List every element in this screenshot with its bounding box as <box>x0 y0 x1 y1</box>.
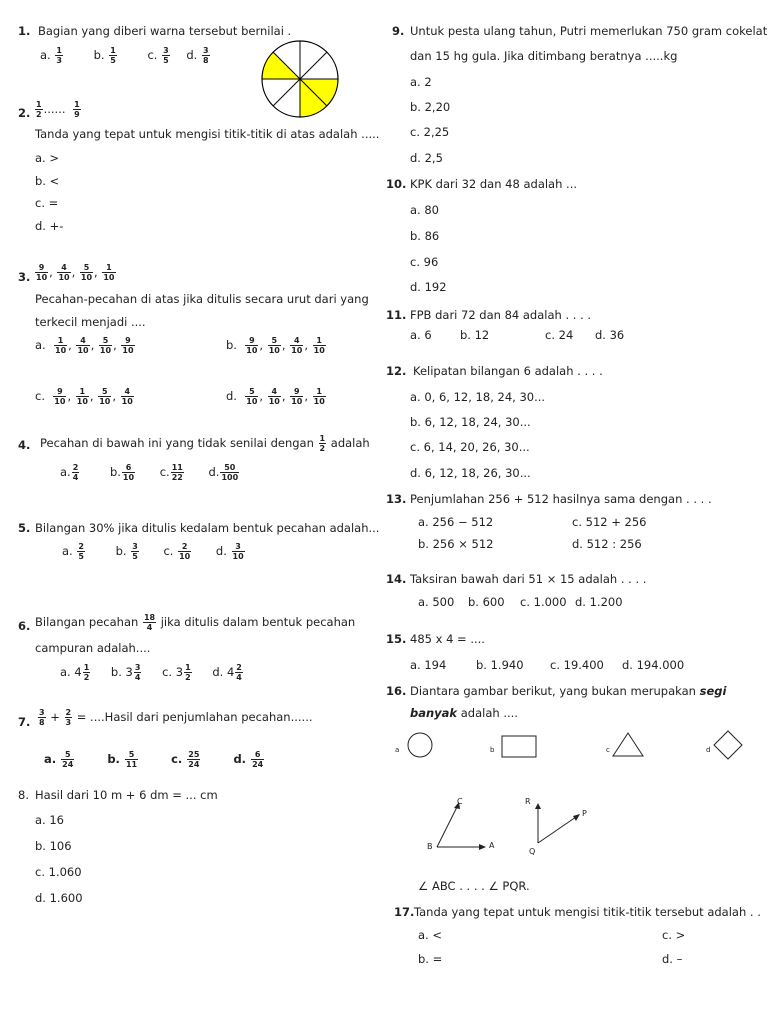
q2-option-a[interactable]: a. > <box>35 151 59 165</box>
q3-text-line1: Pecahan-pecahan di atas jika ditulis secara urut dari yang <box>35 292 369 306</box>
q8-option-c[interactable]: c. 1.060 <box>35 865 82 879</box>
q7-option-a[interactable]: a. $\frac{5}{24}$ <box>44 750 74 769</box>
q1-option-d[interactable]: d. $\frac{3}{8}$ <box>186 46 209 65</box>
q17-option-b[interactable]: b. = <box>418 952 443 966</box>
q14-option-d[interactable]: d. 1.200 <box>575 595 623 609</box>
q12-text: Kelipatan bilangan 6 adalah . . . . <box>413 364 603 378</box>
q5-number: 5. <box>18 521 31 535</box>
q14-number: 14. <box>386 572 407 586</box>
q15-option-d[interactable]: d. 194.000 <box>622 658 685 672</box>
q4-option-d[interactable]: d. $\frac{50}{100}$ <box>208 463 239 482</box>
q1-number: 1. <box>18 24 31 38</box>
circle-fraction-figure <box>258 37 342 121</box>
q5-option-c[interactable]: c. $\frac{2}{10}$ <box>163 542 191 561</box>
q5-option-b[interactable]: b. $\frac{3}{5}$ <box>115 542 138 561</box>
shape-label-d: d <box>706 746 711 754</box>
q13-text: Penjumlahan 256 + 512 hasilnya sama dengan . . . . <box>410 492 712 506</box>
q15-text: 485 x 4 = .... <box>410 632 485 646</box>
q12-number: 12. <box>386 364 407 378</box>
q15-option-a[interactable]: a. 194 <box>410 658 447 672</box>
q13-number: 13. <box>386 492 407 506</box>
shape-label-b: b <box>490 746 495 754</box>
q9-option-c[interactable]: c. 2,25 <box>410 125 450 139</box>
q6-options <box>60 663 244 682</box>
q1-option-b[interactable]: b. $\frac{1}{5}$ <box>93 46 116 65</box>
ray-bc <box>437 805 458 847</box>
label-c: C <box>457 797 463 806</box>
q9-text-line1: Untuk pesta ulang tahun, Putri memerlukan 750 gram cokelat <box>410 24 768 38</box>
q15-option-b[interactable]: b. 1.940 <box>476 658 524 672</box>
q3-option-a[interactable]: a. $\frac{1}{10}$ , $\frac{4}{10}$ , $\frac{5}{10}$ , $\frac{9}{10}$ <box>35 336 134 355</box>
q9-option-a[interactable]: a. 2 <box>410 75 432 89</box>
q4-options <box>60 463 240 482</box>
q6-option-a[interactable]: a. 4 $\frac{1}{2}$ <box>60 663 90 682</box>
q1-option-a[interactable]: a. $\frac{1}{3}$ <box>40 46 62 65</box>
q7-option-d[interactable]: d. $\frac{6}{24}$ <box>233 750 264 769</box>
q13-option-c[interactable]: c. 512 + 256 <box>572 515 647 529</box>
q11-number: 11. <box>386 308 407 322</box>
label-q: Q <box>529 847 536 856</box>
arrowhead-r <box>535 803 541 809</box>
q5-option-d[interactable]: d. $\frac{3}{10}$ <box>215 542 244 561</box>
arrowhead-p <box>573 814 580 821</box>
triangle-shape[interactable] <box>612 732 644 758</box>
q14-option-a[interactable]: a. 500 <box>418 595 455 609</box>
label-b: B <box>427 842 433 851</box>
q7-number: 7. <box>18 715 31 729</box>
q11-option-d[interactable]: d. 36 <box>595 328 625 342</box>
q13-option-a[interactable]: a. 256 − 512 <box>418 515 494 529</box>
q5-text: Bilangan 30% jika ditulis kedalam bentuk pecahan adalah... <box>35 521 380 535</box>
q2-option-b[interactable]: b. < <box>35 174 60 188</box>
q1-options <box>40 46 211 65</box>
q4-text: Pecahan di bawah ini yang tidak senilai dengan $\frac{1}{2}$ adalah <box>40 434 370 453</box>
q17-option-c[interactable]: c. > <box>662 928 686 942</box>
arrowhead-a <box>479 844 486 850</box>
q3-number: 3. <box>18 270 31 284</box>
q3-option-c[interactable]: c. $\frac{9}{10}$ , $\frac{1}{10}$ , $\frac{5}{10}$ , $\frac{4}{10}$ <box>35 387 133 406</box>
q17-option-a[interactable]: a. < <box>418 928 442 942</box>
q2-text: Tanda yang tepat untuk mengisi titik-titik di atas adalah ..... <box>35 127 380 141</box>
q17-option-d[interactable]: d. – <box>662 952 683 966</box>
q9-option-b[interactable]: b. 2,20 <box>410 100 451 114</box>
q17-text: Tanda yang tepat untuk mengisi titik-titik tersebut adalah . . <box>414 905 761 919</box>
q9-option-d[interactable]: d. 2,5 <box>410 151 443 165</box>
shape-label-a: a <box>395 746 400 754</box>
q10-option-d[interactable]: d. 192 <box>410 280 447 294</box>
q4-number: 4. <box>18 438 31 452</box>
q5-option-a[interactable]: a. $\frac{2}{5}$ <box>62 542 84 561</box>
q12-option-d[interactable]: d. 6, 12, 18, 26, 30... <box>410 466 531 480</box>
q6-number: 6. <box>18 619 31 633</box>
q12-option-b[interactable]: b. 6, 12, 18, 24, 30... <box>410 415 531 429</box>
q16-text-line2: banyak adalah .... <box>410 706 518 720</box>
q14-option-c[interactable]: c. 1.000 <box>520 595 567 609</box>
q2-option-d[interactable]: d. +- <box>35 219 64 233</box>
q4-option-c[interactable]: c. $\frac{11}{22}$ <box>159 463 183 482</box>
q11-text: FPB dari 72 dan 84 adalah . . . . <box>410 308 592 322</box>
q8-option-b[interactable]: b. 106 <box>35 839 72 853</box>
q4-option-b[interactable]: b. $\frac{6}{10}$ <box>109 463 135 482</box>
q10-option-c[interactable]: c. 96 <box>410 255 439 269</box>
q8-number: 8. <box>18 788 29 802</box>
rectangle-shape[interactable] <box>501 735 537 759</box>
q3-text-line2: terkecil menjadi .... <box>35 315 146 329</box>
q17-number: 17. <box>394 905 415 919</box>
q3-fractions: $\frac{9}{10}$ , $\frac{4}{10}$ , $\frac{5}{10}$ , $\frac{1}{10}$ <box>36 263 115 282</box>
q14-option-b[interactable]: b. 600 <box>468 595 505 609</box>
q13-option-b[interactable]: b. 256 × 512 <box>418 537 494 551</box>
q10-option-a[interactable]: a. 80 <box>410 203 439 217</box>
label-a: A <box>489 841 495 850</box>
shape-label-c: c <box>606 746 610 754</box>
q3-option-b[interactable]: b. $\frac{9}{10}$ , $\frac{5}{10}$ , $\frac{4}{10}$ , $\frac{1}{10}$ <box>226 336 325 355</box>
ray-qp <box>538 817 576 843</box>
q14-text: Taksiran bawah dari 51 × 15 adalah . . . . <box>410 572 647 586</box>
q2-expression: $\frac{1}{2}$ ...... $\frac{1}{9}$ <box>36 100 80 119</box>
q4-option-a[interactable]: a. $\frac{2}{4}$ <box>60 463 79 482</box>
q10-text: KPK dari 32 dan 48 adalah ... <box>410 177 578 191</box>
q8-text: Hasil dari 10 m + 6 dm = ... cm <box>35 788 218 802</box>
q3-option-d[interactable]: d. $\frac{5}{10}$ , $\frac{4}{10}$ , $\frac{9}{10}$ , $\frac{1}{10}$ <box>226 387 325 406</box>
q8-option-a[interactable]: a. 16 <box>35 813 64 827</box>
q8-option-d[interactable]: d. 1.600 <box>35 891 83 905</box>
shaded-sector <box>262 52 300 79</box>
q6-text-line2: campuran adalah.... <box>35 641 151 655</box>
q6-option-d[interactable]: d. 4 $\frac{2}{4}$ <box>212 663 242 682</box>
diamond-shape[interactable] <box>713 730 743 760</box>
q15-number: 15. <box>386 632 407 646</box>
q15-option-c[interactable]: c. 19.400 <box>550 658 604 672</box>
q12-option-c[interactable]: c. 6, 14, 20, 26, 30... <box>410 440 530 454</box>
angle-comparison: ∠ ABC . . . . ∠ PQR. <box>418 879 530 893</box>
q11-option-b[interactable]: b. 12 <box>460 328 490 342</box>
label-p: P <box>582 809 587 818</box>
q1-option-c[interactable]: c. $\frac{3}{5}$ <box>147 46 169 65</box>
q2-number: 2. <box>18 106 31 120</box>
q16-text: Diantara gambar berikut, yang bukan merupakan segi <box>410 684 727 698</box>
q5-options <box>62 542 246 561</box>
q11-option-c[interactable]: c. 24 <box>545 328 574 342</box>
q7-option-b[interactable]: b. $\frac{5}{11}$ <box>107 750 138 769</box>
q13-option-d[interactable]: d. 512 : 256 <box>572 537 642 551</box>
label-r: R <box>525 797 531 806</box>
q2-option-c[interactable]: c. = <box>35 196 59 210</box>
q6-option-c[interactable]: c. 3 $\frac{1}{2}$ <box>162 663 191 682</box>
q12-option-a[interactable]: a. 0, 6, 12, 18, 24, 30... <box>410 390 546 404</box>
q9-text-line2: dan 15 hg gula. Jika ditimbang beratnya .....kg <box>410 49 678 63</box>
q6-option-b[interactable]: b. 3 $\frac{3}{4}$ <box>110 663 141 682</box>
q10-option-b[interactable]: b. 86 <box>410 229 440 243</box>
q7-option-c[interactable]: c. $\frac{25}{24}$ <box>171 750 200 769</box>
q9-number: 9. <box>392 24 405 38</box>
angle-figures <box>420 795 590 860</box>
q1-text: Bagian yang diberi warna tersebut bernilai . <box>38 24 292 38</box>
circle-shape[interactable] <box>405 731 435 761</box>
q11-option-a[interactable]: a. 6 <box>410 328 432 342</box>
q10-number: 10. <box>386 177 407 191</box>
q7-expression: $\frac{3}{8}$ + $\frac{2}{3}$ = ....Hasil dari penjumlahan pecahan...... <box>39 708 313 727</box>
q16-number: 16. <box>386 684 407 698</box>
q7-options <box>44 750 265 769</box>
q6-text: Bilangan pecahan $\frac{18}{4}$ jika ditulis dalam bentuk pecahan <box>35 613 356 632</box>
